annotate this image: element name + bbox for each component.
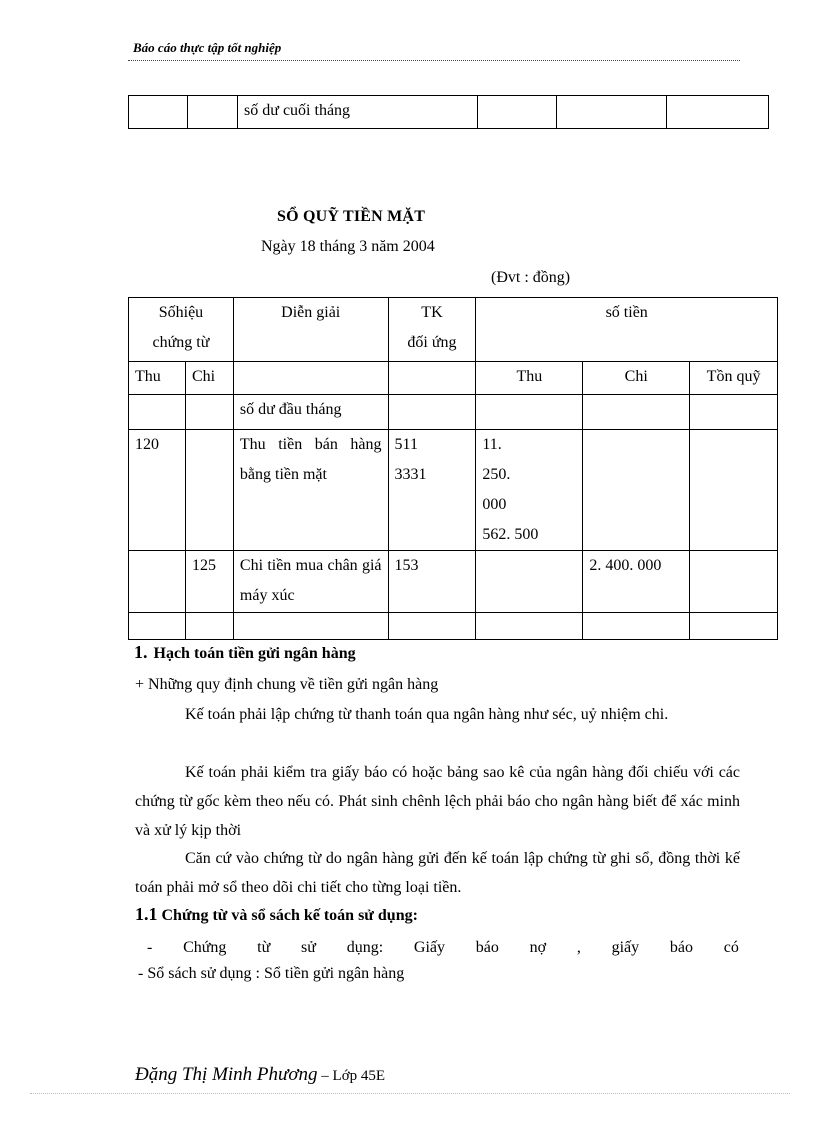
subsection-title: Chứng từ và sổ sách kế toán sử dụng: bbox=[161, 907, 418, 924]
documents-used-line bbox=[147, 933, 739, 962]
table-cell bbox=[477, 96, 556, 129]
ledger-unit: (Đvt : đồng) bbox=[491, 269, 571, 286]
header-text: đối ứng bbox=[407, 334, 457, 351]
account-cell bbox=[388, 551, 476, 613]
subsection-heading bbox=[135, 904, 418, 925]
receipt-no-cell: 120 bbox=[129, 430, 186, 551]
author-name: Đặng Thị Minh Phương bbox=[135, 1064, 318, 1085]
word: báo bbox=[475, 939, 499, 956]
table-cell bbox=[557, 96, 667, 129]
table-cell bbox=[129, 613, 186, 640]
word: Giấy bbox=[413, 939, 446, 956]
header-text: Sốhiệu bbox=[158, 304, 204, 321]
word: Chứng bbox=[183, 939, 227, 956]
paragraph: Kế toán phải kiểm tra giấy báo có hoặc bảng sao kê của ngân hàng đối chiếu với các chứng từ gốc kèm theo nếu có. Phát sinh chênh lệch phải báo cho ngân hàng biết để xác minh và xử lý kịp thời bbox=[135, 764, 740, 839]
table-cell bbox=[667, 96, 769, 129]
table-cell bbox=[690, 395, 778, 430]
balance-cell bbox=[690, 430, 778, 551]
voucher-no-header bbox=[129, 298, 234, 362]
balance-cell bbox=[690, 551, 778, 613]
balance-header: Tồn quỹ bbox=[690, 362, 778, 395]
table-cell bbox=[233, 362, 388, 395]
table-row bbox=[129, 430, 778, 551]
header-text: chứng từ bbox=[152, 334, 210, 351]
table-cell bbox=[388, 395, 476, 430]
table-cell bbox=[129, 395, 186, 430]
page-footer bbox=[135, 1064, 385, 1086]
table-subheader-row bbox=[129, 362, 778, 395]
word: sử bbox=[301, 939, 316, 956]
header-divider bbox=[128, 60, 740, 61]
table-cell bbox=[388, 362, 476, 395]
expense-cell: 2. 400. 000 bbox=[583, 551, 690, 613]
paragraph: Căn cứ vào chứng từ do ngân hàng gửi đến kế toán lập chứng từ ghi sổ, đồng thời kế toán phải mở sổ theo dõi chi tiết cho từng loại tiền. bbox=[135, 850, 740, 896]
word: báo bbox=[669, 939, 693, 956]
account-value: 3331 bbox=[394, 466, 427, 483]
account-cell bbox=[388, 430, 476, 551]
word: có bbox=[723, 939, 739, 956]
word: - bbox=[147, 939, 153, 956]
expense-cell bbox=[583, 430, 690, 551]
carryover-table bbox=[128, 95, 769, 129]
table-row bbox=[129, 613, 778, 640]
payment-no-cell bbox=[185, 430, 233, 551]
table-cell bbox=[583, 613, 690, 640]
payment-no-cell: 125 bbox=[185, 551, 233, 613]
account-value: 511 bbox=[394, 436, 418, 453]
table-row bbox=[129, 551, 778, 613]
table-header-row bbox=[129, 298, 778, 362]
description-cell: Thu tiền bán hàng bằng tiền mặt bbox=[233, 430, 388, 551]
ledger-date: Ngày 18 tháng 3 năm 2004 bbox=[261, 238, 435, 255]
word: nợ bbox=[529, 939, 547, 956]
subsection-number: 1.1 bbox=[135, 904, 158, 924]
payment-header: Chi bbox=[185, 362, 233, 395]
table-cell bbox=[476, 395, 583, 430]
table-cell bbox=[233, 613, 388, 640]
word: từ bbox=[257, 939, 271, 956]
header-text: TK bbox=[421, 304, 443, 321]
footer-divider bbox=[30, 1093, 790, 1094]
table-cell bbox=[690, 613, 778, 640]
income-header: Thu bbox=[476, 362, 583, 395]
class-label: – Lớp 45E bbox=[317, 1068, 386, 1084]
books-used-line: - Sổ sách sử dụng : Sổ tiền gửi ngân hàng bbox=[138, 965, 405, 982]
paragraph: Kế toán phải lập chứng từ thanh toán qua ngân hàng như séc, uỷ nhiệm chi. bbox=[185, 706, 669, 723]
receipt-header: Thu bbox=[129, 362, 186, 395]
income-value: 11. 250. 000 bbox=[482, 436, 511, 513]
table-cell bbox=[583, 395, 690, 430]
table-cell bbox=[129, 96, 188, 129]
word: giấy bbox=[611, 939, 640, 956]
table-cell bbox=[185, 395, 233, 430]
table-cell bbox=[476, 613, 583, 640]
ledger-title: SỔ QUỸ TIỀN MẶT bbox=[277, 208, 426, 225]
expense-header: Chi bbox=[583, 362, 690, 395]
section-title: Hạch toán tiền gửi ngân hàng bbox=[153, 645, 356, 662]
word: , bbox=[576, 939, 581, 956]
cash-ledger-table bbox=[128, 297, 778, 640]
closing-balance-label: số dư cuối tháng bbox=[238, 96, 478, 129]
receipt-no-cell bbox=[129, 551, 186, 613]
word: dụng: bbox=[346, 939, 384, 956]
description-header: Diễn giải bbox=[233, 298, 388, 362]
account-header bbox=[388, 298, 476, 362]
table-cell bbox=[185, 613, 233, 640]
section-intro: + Những quy định chung về tiền gửi ngân hàng bbox=[135, 676, 439, 693]
table-cell bbox=[187, 96, 237, 129]
amount-header: số tiền bbox=[476, 298, 778, 362]
table-row bbox=[129, 395, 778, 430]
section-heading bbox=[134, 642, 356, 663]
income-cell bbox=[476, 430, 583, 551]
account-value: 153 bbox=[394, 557, 419, 574]
table-cell bbox=[388, 613, 476, 640]
income-cell bbox=[476, 551, 583, 613]
page-header: Báo cáo thực tập tốt nghiệp bbox=[133, 40, 282, 55]
description-cell: Chi tiền mua chân giá máy xúc bbox=[233, 551, 388, 613]
income-value: 562. 500 bbox=[482, 526, 539, 543]
table-row bbox=[129, 96, 769, 129]
section-number: 1. bbox=[134, 642, 148, 662]
opening-balance-label: số dư đầu tháng bbox=[233, 395, 388, 430]
